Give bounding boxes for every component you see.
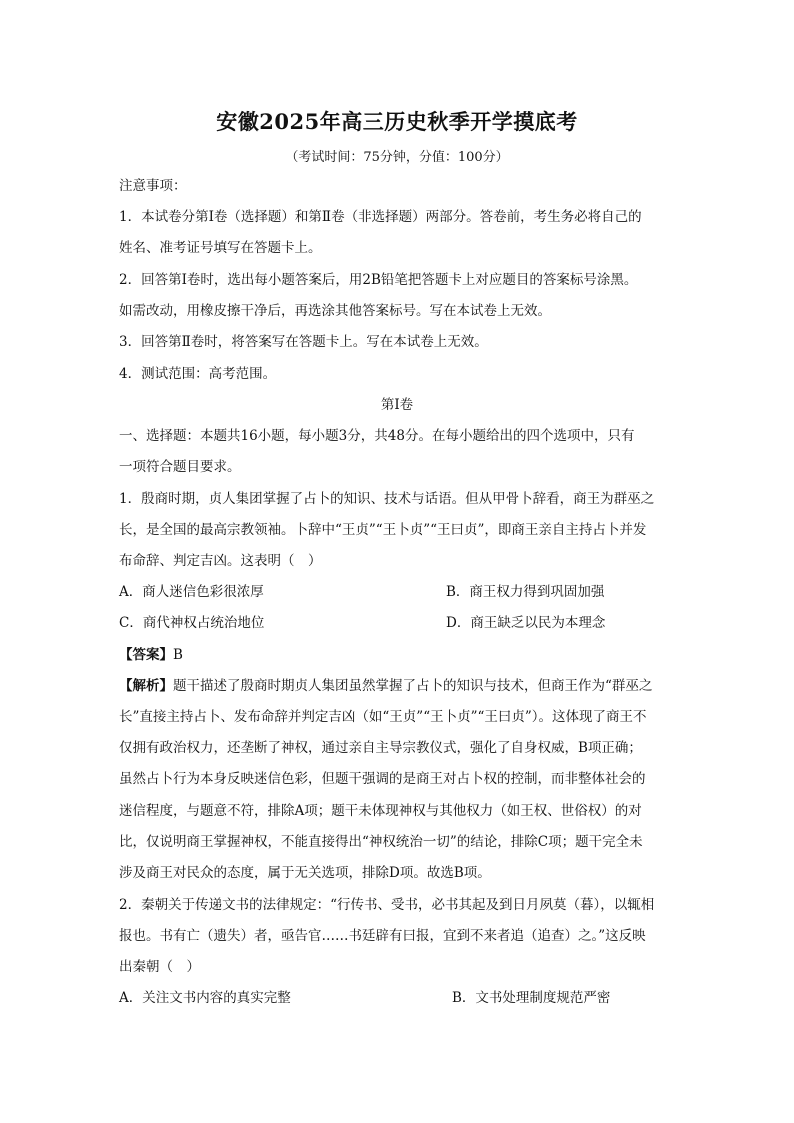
note-4: 4．测试范围：高考范围。 [119,366,277,382]
section-intro-line-1: 一、选择题：本题共16小题，每小题3分，共48分。在每小题给出的四个选项中，只有 [119,428,635,444]
section-label: 第Ⅰ卷 [380,397,414,413]
note-3: 3．回答第Ⅱ卷时，将答案写在答题卡上。写在本试卷上无效。 [119,334,488,350]
analysis-label: 【解析】 [119,678,173,694]
analysis-text: 题干描述了殷商时期贞人集团虽然掌握了占卜的知识与技术，但商王作为“群巫之 [173,678,653,694]
answer-value: B [173,647,183,663]
note-2-line-2: 如需改动，用橡皮擦干净后，再选涂其他答案标号。写在本试卷上无效。 [119,303,551,319]
q2-stem-line-3: 出秦朝（ ） [119,959,200,975]
q1-option-b: B．商王权力得到巩固加强 [446,584,605,600]
q1-option-a: A．商人迷信色彩很浓厚 [119,584,264,600]
q2-option-a: A．关注文书内容的真实完整 [119,990,291,1006]
q1-analysis-line-7: 涉及商王对民众的态度，属于无关选项，排除D项。故选B项。 [119,865,491,881]
q1-analysis-line-6: 比，仅说明商王掌握神权，不能直接得出“神权统治一切”的结论，排除C项；题干完全未 [119,834,643,850]
q1-option-d: D．商王缺乏以民为本理念 [446,615,606,631]
notes-heading: 注意事项： [119,178,187,194]
q1-analysis-line-1 [119,676,679,696]
q1-stem-line-2: 长，是全国的最高宗教领袖。卜辞中“王贞”“王卜贞”“王曰贞”，即商王亲自主持占卜并发 [119,522,647,538]
q1-stem-line-3: 布命辞、判定吉凶。这表明（ ） [119,553,322,569]
q1-analysis-line-3: 仅拥有政治权力，还垄断了神权，通过亲自主导宗教仪式，强化了自身权威，B项正确； [119,740,642,756]
page-title: 安徽2025年高三历史秋季开学摸底考 [216,109,578,134]
q1-analysis-line-5: 迷信程度，与题意不符，排除A项；题干未体现神权与其他权力（如王权、世俗权）的对 [119,803,642,819]
q1-analysis-line-4: 虽然占卜行为本身反映迷信色彩，但题干强调的是商王对占卜权的控制，而非整体社会的 [119,771,646,787]
q1-option-c: C．商代神权占统治地位 [119,615,265,631]
q1-answer [119,645,679,665]
note-1-line-2: 姓名、准考证号填写在答题卡上。 [119,240,322,256]
q2-stem-line-2: 报也。书有亡（遗失）者，亟告官……书廷辟有曰报，宜到不来者追（追查）之。”这反映 [119,928,646,944]
q1-analysis-line-2: 长”直接主持占卜、发布命辞并判定吉凶（如“王贞”“王卜贞”“王曰贞”）。这体现了商王不 [119,709,647,725]
exam-info: （考试时间：75分钟，分值：100分） [285,150,509,165]
q2-option-b: B．文书处理制度规范严密 [452,990,611,1006]
note-2-line-1: 2．回答第Ⅰ卷时，选出每小题答案后，用2B铅笔把答题卡上对应题目的答案标号涂黑。 [119,272,638,288]
q2-stem-line-1: 2．秦朝关于传递文书的法律规定：“行传书、受书，必书其起及到日月夙莫（暮），以辄相 [119,897,655,913]
answer-label: 【答案】 [119,647,173,663]
section-intro-line-2: 一项符合题目要求。 [119,459,241,475]
note-1-line-1: 1．本试卷分第Ⅰ卷（选择题）和第Ⅱ卷（非选择题）两部分。答卷前，考生务必将自己的 [119,209,642,225]
q1-stem-line-1: 1．殷商时期，贞人集团掌握了占卜的知识、技术与话语。但从甲骨卜辞看，商王为群巫之 [119,491,655,507]
